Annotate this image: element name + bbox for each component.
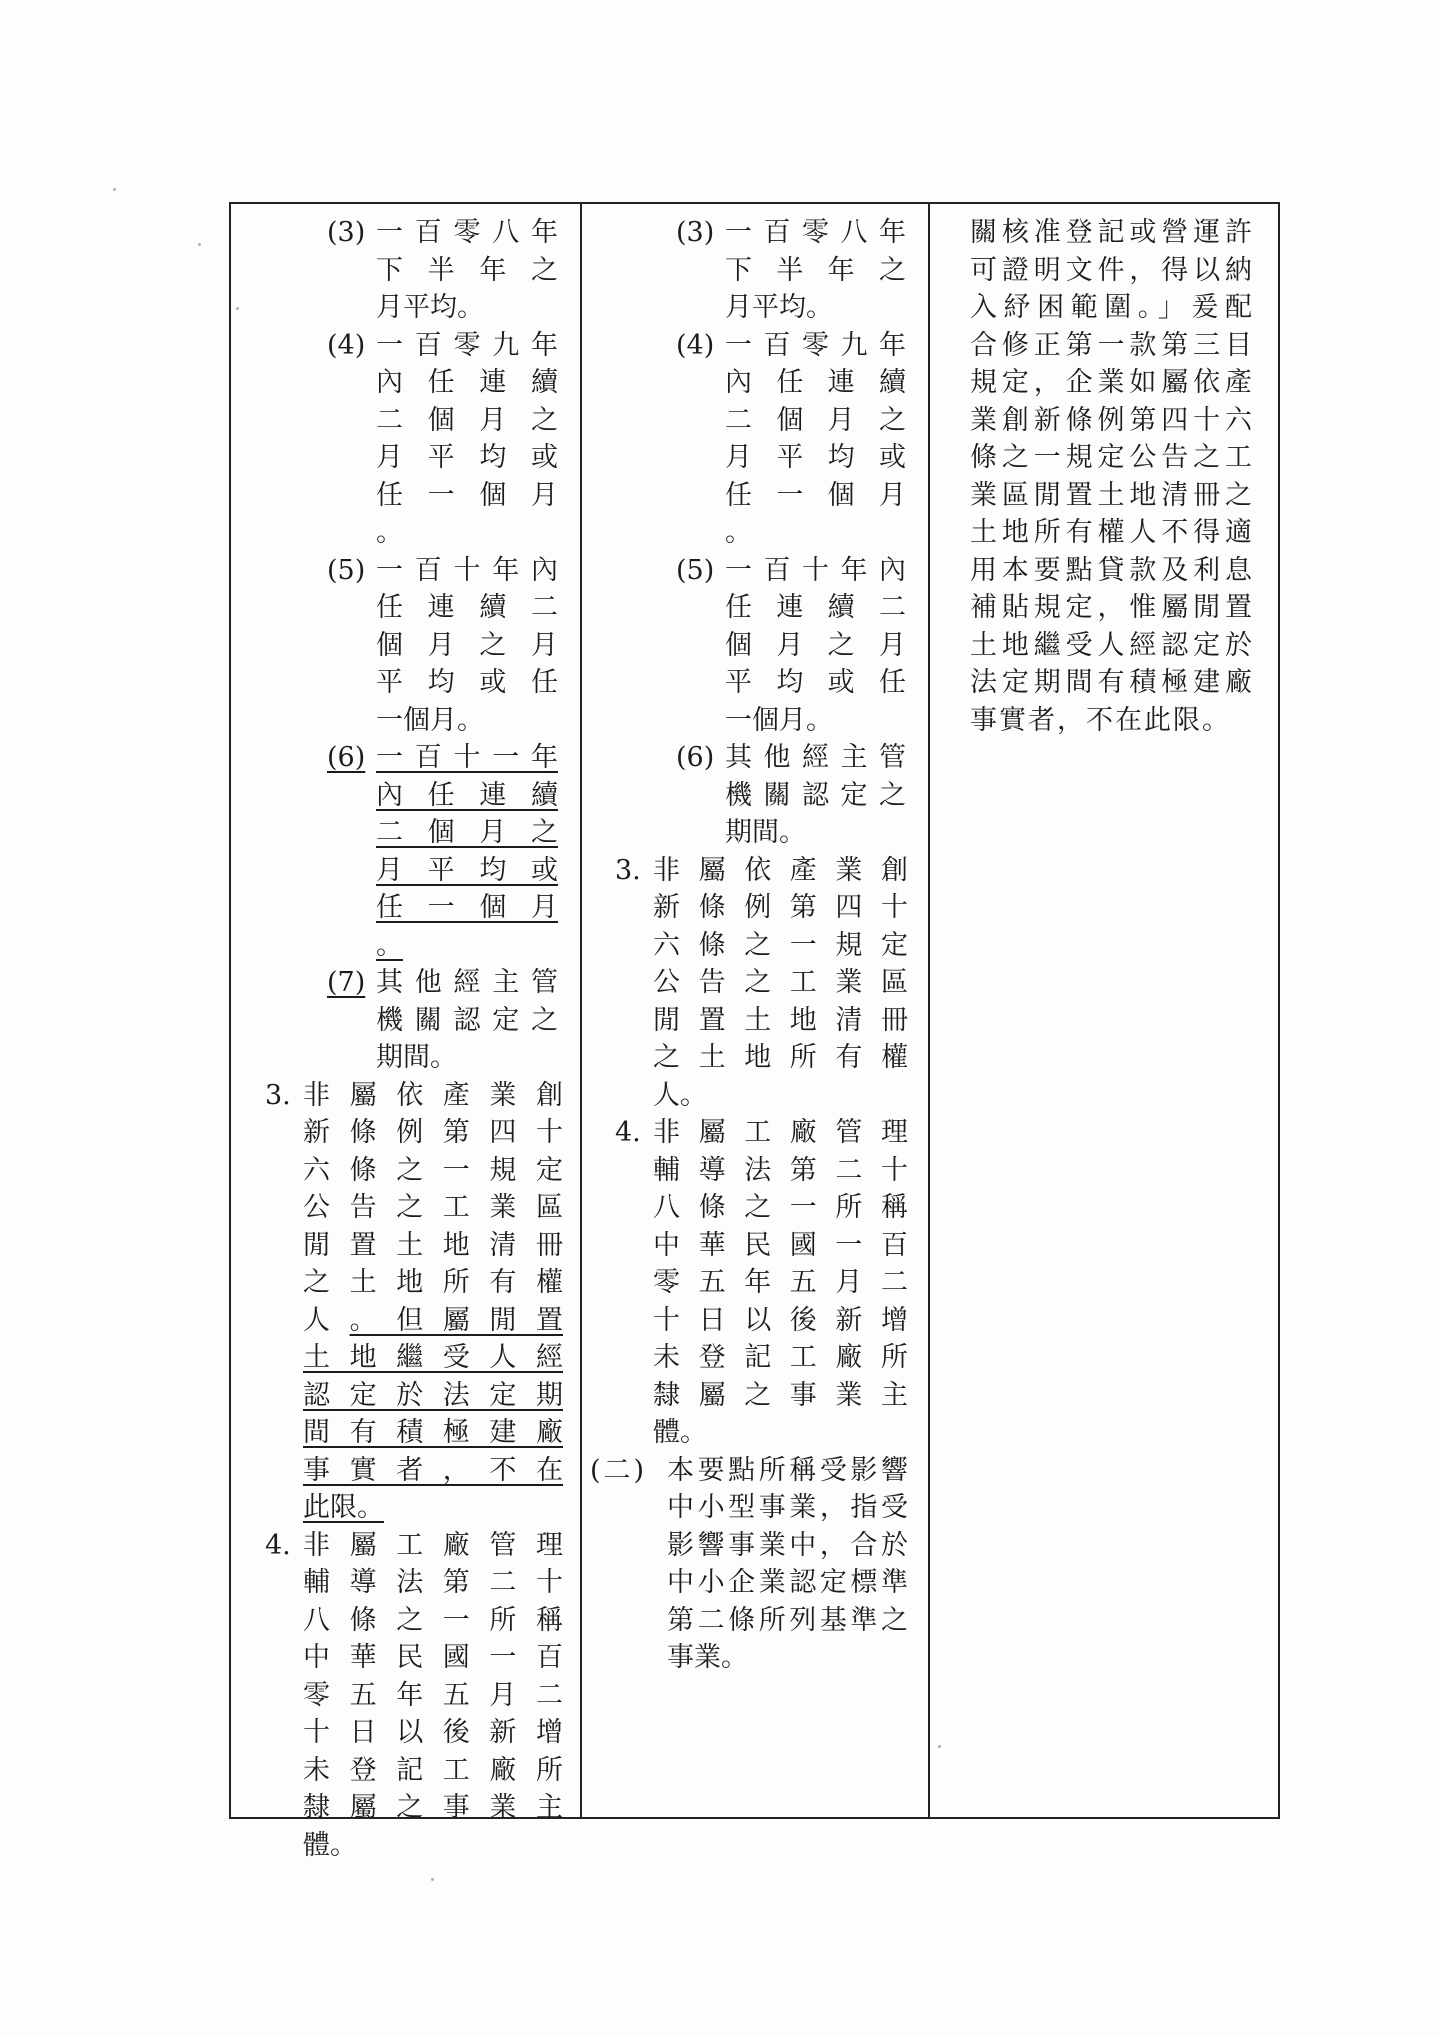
sub-item-4 <box>582 327 928 552</box>
text-line: 公告之工業區 <box>303 1192 563 1223</box>
text-line: 八條之一所稱 <box>653 1192 908 1223</box>
scan-speck <box>431 1878 434 1881</box>
sub-item-6 <box>582 739 928 852</box>
text-line: 。 <box>376 517 403 548</box>
item-marker: 3. <box>265 1079 291 1111</box>
item-4 <box>582 1114 928 1452</box>
scan-speck <box>236 307 239 310</box>
scan-speck <box>113 188 116 191</box>
item-marker: (6) <box>676 742 715 773</box>
sub-item-3 <box>231 214 580 327</box>
text-line: 閒置土地清冊 <box>653 1004 908 1036</box>
text-line: 非屬依產業創 <box>303 1079 563 1111</box>
text-line: 隸屬之事業主 <box>653 1379 908 1411</box>
text-line: 六條之一規定 <box>653 929 908 961</box>
text-line: 機關認定之 <box>725 779 906 811</box>
text-line: 下半年之 <box>376 254 558 286</box>
text-line: 法定期間有積極建廠 <box>970 667 1254 698</box>
explanation-column <box>930 214 1280 739</box>
text-line: 業創新條例第四十六 <box>970 404 1254 436</box>
text-line: 中小企業認定標準 <box>667 1567 908 1598</box>
sub-item-3 <box>582 214 928 327</box>
scan-speck <box>938 1745 941 1748</box>
text-line: 閒置土地清冊 <box>303 1229 563 1261</box>
text-line: 平均或任 <box>376 667 558 698</box>
item-4 <box>231 1527 580 1865</box>
text-line: 月平均。 <box>376 292 484 323</box>
text-line: 合修正第一款第三目 <box>970 329 1254 361</box>
text-line: 非屬工廠管理 <box>653 1117 908 1148</box>
text-line: 一個月。 <box>725 704 833 736</box>
item-marker: (5) <box>676 554 715 586</box>
text-line: 補貼規定，惟屬閒置 <box>970 592 1254 623</box>
text-line: 月平均或 <box>376 442 558 473</box>
current-text-column <box>582 214 928 1677</box>
text-line: 一百零九年 <box>725 329 906 361</box>
text-line: 關核准登記或營運許 <box>970 217 1254 248</box>
sub-item-4 <box>231 327 580 552</box>
text-line: 下半年之 <box>725 254 906 286</box>
item-marker: (6) <box>327 742 366 773</box>
text-line: 人。 <box>653 1079 707 1111</box>
text-line: 期間。 <box>725 817 806 848</box>
text-line: 土地繼受人經認定於 <box>970 629 1254 661</box>
text-line: 本要點所稱受影響 <box>667 1454 908 1486</box>
text-line: 一百零九年 <box>376 329 558 361</box>
text-line: 入紓困範圍。」爰配 <box>970 292 1254 323</box>
added-text: 間有積極建廠 <box>303 1417 563 1448</box>
scan-speck <box>198 243 201 246</box>
text-line: 二個月之 <box>376 817 558 848</box>
sub-item-5 <box>231 552 580 740</box>
text-line: 月平均或 <box>376 854 558 886</box>
text-line: 隸屬之事業主 <box>303 1792 563 1823</box>
added-text: 。但屬閒置 <box>349 1304 564 1336</box>
text-line: 十日以後新增 <box>303 1717 563 1748</box>
text-line: 規定，企業如屬依產 <box>970 367 1254 398</box>
added-text: 認定於法定期 <box>303 1379 563 1411</box>
text-line: 任一個月 <box>725 479 906 511</box>
text-line: 八條之一所稱 <box>303 1604 563 1636</box>
text-line: 第二條所列基準之 <box>667 1604 908 1636</box>
text-line: 十日以後新增 <box>653 1304 908 1336</box>
text-line: 一百十年內 <box>725 554 906 586</box>
text-line: 影響事業中，合於 <box>667 1529 908 1561</box>
item-3 <box>231 1077 580 1527</box>
text-line: 中華民國一百 <box>303 1642 563 1673</box>
text-line: 事業。 <box>667 1642 748 1673</box>
text-line: 任一個月 <box>376 892 558 923</box>
text-line: 之土地所有權 <box>303 1267 563 1298</box>
item-marker: 4. <box>615 1117 641 1148</box>
sub-item-5 <box>582 552 928 740</box>
text-line: 任連續二 <box>725 592 906 623</box>
item-marker: 3. <box>615 854 641 886</box>
text-line: 期間。 <box>376 1042 457 1073</box>
section-marker: (二) <box>590 1454 648 1486</box>
text-line: 其他經主管 <box>376 967 558 998</box>
text-line: 機關認定之 <box>376 1004 558 1036</box>
text-line: 新條例第四十 <box>653 892 908 923</box>
item-marker: (4) <box>327 329 366 361</box>
text-line: 一個月。 <box>376 704 484 736</box>
text-line: 一百零八年 <box>376 217 558 248</box>
text-line: 內任連續 <box>725 367 906 398</box>
sub-item-7 <box>231 964 580 1077</box>
text-line: 。 <box>376 929 403 961</box>
text-line: 一百十年內 <box>376 554 558 586</box>
explanation-paragraph <box>930 214 1280 739</box>
text-line: 其他經主管 <box>725 742 906 773</box>
text-line: 非屬依產業創 <box>653 854 908 886</box>
text-line: 零五年五月二 <box>653 1267 908 1298</box>
text-line: 中華民國一百 <box>653 1229 908 1261</box>
text-line: 輔導法第二十 <box>303 1567 563 1598</box>
text-line: 六條之一規定 <box>303 1154 563 1186</box>
added-text: 此限。 <box>303 1492 384 1523</box>
text-line: 任一個月 <box>376 479 558 511</box>
text-line: 可證明文件，得以納 <box>970 254 1254 286</box>
text-line: 土地所有權人不得適 <box>970 517 1254 548</box>
text-line: 月平均或 <box>725 442 906 473</box>
text-line: 內任連續 <box>376 367 558 398</box>
text-line: 平均或任 <box>725 667 906 698</box>
sub-item-6-added <box>231 739 580 964</box>
text-line: 非屬工廠管理 <box>303 1529 563 1561</box>
item-marker: 4. <box>265 1529 291 1561</box>
text-line: 體。 <box>303 1829 357 1861</box>
amended-text-column <box>231 214 580 1864</box>
text-line: 個月之月 <box>376 629 558 661</box>
text-line: 個月之月 <box>725 629 906 661</box>
added-text: 土地繼受人經 <box>303 1342 563 1373</box>
text-line: 人 <box>303 1304 350 1336</box>
item-marker: (3) <box>327 217 366 248</box>
text-line: 。 <box>725 517 752 548</box>
item-3 <box>582 852 928 1115</box>
added-text: 事實者，不在 <box>303 1454 563 1486</box>
text-line: 二個月之 <box>376 404 558 436</box>
section-2 <box>582 1452 928 1677</box>
item-marker: (4) <box>676 329 715 361</box>
text-line: 一百零八年 <box>725 217 906 248</box>
text-line: 零五年五月二 <box>303 1679 563 1711</box>
text-line: 未登記工廠所 <box>303 1754 563 1786</box>
text-line: 未登記工廠所 <box>653 1342 908 1373</box>
text-line: 新條例第四十 <box>303 1117 563 1148</box>
text-line: 中小型事業，指受 <box>667 1492 908 1523</box>
text-line: 月平均。 <box>725 292 833 323</box>
text-line: 公告之工業區 <box>653 967 908 998</box>
text-line: 業區閒置土地清冊之 <box>970 479 1254 511</box>
item-marker: (5) <box>327 554 366 586</box>
text-line: 任連續二 <box>376 592 558 623</box>
text-line: 輔導法第二十 <box>653 1154 908 1186</box>
text-line: 二個月之 <box>725 404 906 436</box>
item-marker: (7) <box>327 967 366 998</box>
text-line: 條之一規定公告之工 <box>970 442 1254 473</box>
comparison-table <box>229 202 1280 1861</box>
item-marker: (3) <box>676 217 715 248</box>
text-line: 內任連續 <box>376 779 558 811</box>
text-line: 用本要點貸款及利息 <box>970 554 1254 586</box>
text-line: 事實者，不在此限。 <box>970 704 1231 736</box>
text-line: 之土地所有權 <box>653 1042 908 1073</box>
text-line: 體。 <box>653 1417 707 1448</box>
text-line: 一百十一年 <box>376 742 558 773</box>
